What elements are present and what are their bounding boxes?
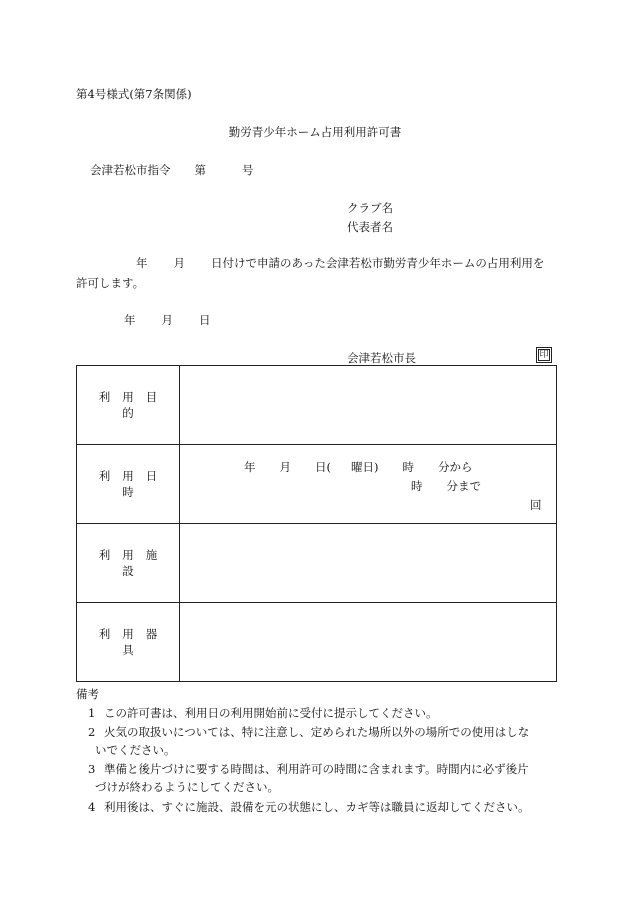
datetime-row2 (411, 478, 481, 494)
issuer-dai: 第 (194, 163, 206, 177)
equipment-value (180, 603, 557, 682)
table-row (77, 366, 557, 445)
issue-year: 年 (124, 313, 136, 327)
issue-date (124, 312, 211, 328)
facility-label: 利用施設 (77, 524, 180, 603)
permit-table (76, 365, 557, 682)
purpose-value (180, 366, 557, 445)
dt-weekday: 曜日) (351, 460, 379, 474)
note-text: この許可書は、利用日の利用開始前に受付に提示してください。 (104, 706, 438, 720)
note-number: 1 (88, 706, 96, 720)
table-row (77, 524, 557, 603)
dt-year: 年 (244, 460, 256, 474)
datetime-row1 (244, 459, 473, 475)
table-row (77, 603, 557, 682)
body-year: 年 (136, 256, 148, 270)
note-number: 3 (88, 762, 96, 776)
note-continuation: づけが終わるようにしてください。 (95, 780, 279, 794)
issue-month: 月 (161, 313, 173, 327)
body-text-line2: 許可します。 (76, 276, 145, 290)
note-number: 2 (88, 725, 96, 739)
note-text: 利用後は、すぐに施設、設備を元の状態にし、カギ等は職員に返却してください。 (104, 800, 530, 814)
note-item (88, 705, 438, 721)
dt-min-to: 分まで (446, 479, 481, 493)
issuer-go: 号 (242, 163, 254, 177)
note-item (88, 724, 529, 740)
facility-value (180, 524, 557, 603)
equipment-label: 利用器具 (77, 603, 180, 682)
purpose-label: 利用目的 (77, 366, 180, 445)
note-text: 準備と後片づけに要する時間は、利用許可の時間に含まれます。時間内に必ず後片 (104, 762, 529, 776)
issue-day: 日 (199, 313, 211, 327)
datetime-value (180, 445, 557, 524)
table-row (77, 445, 557, 524)
body-text-line1 (136, 255, 544, 271)
note-number: 4 (88, 800, 96, 814)
note-text: 火気の取扱いについては、特に注意し、定められた場所以外の場所での使用はしな (104, 725, 530, 739)
dt-hour-to: 時 (411, 479, 423, 493)
note-continuation: いでください。 (95, 743, 176, 757)
notes-heading: 備考 (76, 687, 99, 701)
dt-times: 回 (530, 498, 542, 512)
dt-hour-from: 時 (402, 460, 414, 474)
seal-mark: 印 (539, 350, 549, 360)
note-item (88, 761, 529, 777)
mayor-label: 会津若松市長 (347, 351, 416, 365)
body-month: 月 (173, 256, 185, 270)
body-text1: 日付けで申請のあった会津若松市勤労青少年ホームの占用利用を (211, 256, 545, 270)
club-name-label: クラブ名 (347, 201, 393, 215)
note-item (88, 799, 530, 815)
dt-month: 月 (279, 460, 291, 474)
form-number: 第4号様式(第7条関係) (76, 87, 192, 101)
issuer-line (90, 162, 254, 178)
datetime-label: 利用日時 (77, 445, 180, 524)
dt-min-from: 分から (438, 460, 473, 474)
seal-icon (536, 347, 552, 363)
representative-label: 代表者名 (347, 220, 393, 234)
dt-day: 日( (315, 460, 331, 474)
issuer-name: 会津若松市指令 (90, 163, 171, 177)
document-title: 勤労青少年ホーム占用利用許可書 (228, 125, 402, 139)
